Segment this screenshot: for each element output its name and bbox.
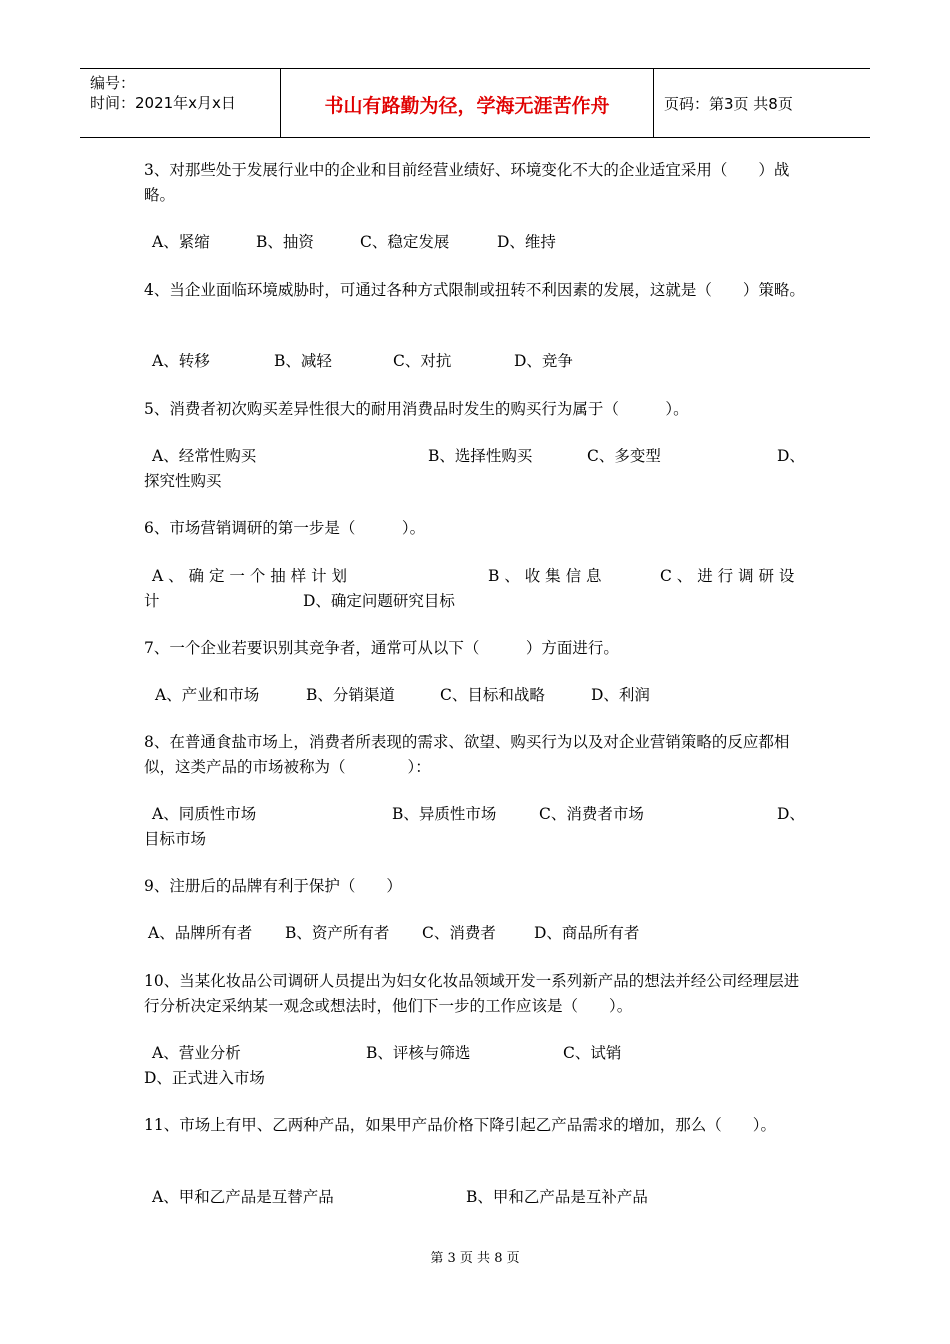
q6-option-c: C 、 进 行 调 研 设 [660, 567, 795, 585]
time-label: 时间：2021年x月x日 [90, 94, 236, 112]
q8-option-a: A、同质性市场 [152, 805, 257, 823]
q10-option-b: B、评核与筛选 [366, 1044, 471, 1062]
question-7: 7、一个企业若要识别其竞争者，通常可从以下（ ）方面进行。 [144, 639, 619, 657]
q11-option-b: B、甲和乙产品是互补产品 [466, 1188, 648, 1206]
question-5: 5、消费者初次购买差异性很大的耐用消费品时发生的购买行为属于（ ）。 [144, 400, 689, 418]
q5-option-d-text: 探究性购买 [144, 472, 222, 490]
q8-option-c: C、消费者市场 [539, 805, 644, 823]
q5-option-c: C、多变型 [587, 447, 661, 465]
question-11: 11、市场上有甲、乙两种产品，如果甲产品价格下降引起乙产品需求的增加，那么（ ）。 [144, 1116, 776, 1134]
page-footer: 第 3 页 共 8 页 [430, 1251, 520, 1266]
q4-option-d: D、竞争 [514, 352, 573, 370]
q3-option-b: B、抽资 [256, 233, 314, 251]
q3-option-c: C、稳定发展 [360, 233, 450, 251]
q6-option-d: D、确定问题研究目标 [303, 592, 455, 610]
q4-option-c: C、对抗 [393, 352, 452, 370]
question-3: 3、对那些处于发展行业中的企业和目前经营业绩好、环境变化不大的企业适宜采用（ ）战略。 [144, 161, 790, 204]
q4-option-a: A、转移 [152, 352, 210, 370]
q6-option-a: A 、 确 定 一 个 抽 样 计 划 [152, 567, 348, 585]
q9-option-b: B、资产所有者 [285, 924, 390, 942]
question-10: 10、当某化妆品公司调研人员提出为妇女化妆品领域开发一系列新产品的想法并经公司经理层进行分析决定采纳某一观念或想法时，他们下一步的工作应该是（ ）。 [144, 972, 800, 1015]
q9-option-c: C、消费者 [422, 924, 496, 942]
header-motto-cell [281, 69, 654, 137]
q10-option-c: C、试销 [563, 1044, 622, 1062]
page-header [80, 68, 870, 138]
page-code: 页码：第3页 共8页 [664, 95, 793, 113]
q8-option-d-label: D、 [777, 805, 805, 823]
q8-option-b: B、异质性市场 [392, 805, 497, 823]
header-info-cell [80, 69, 281, 137]
q9-option-a: A、品牌所有者 [148, 924, 253, 942]
q10-option-d: D、正式进入市场 [144, 1069, 265, 1087]
question-4: 4、当企业面临环境威胁时，可通过各种方式限制或扭转不利因素的发展，这就是（ ）策略。 [144, 281, 805, 299]
q5-option-b: B、选择性购买 [428, 447, 533, 465]
q6-option-b: B 、 收 集 信 息 [488, 567, 602, 585]
q3-option-a: A、紧缩 [152, 233, 210, 251]
question-9: 9、注册后的品牌有利于保护（ ） [144, 877, 402, 895]
q7-option-a: A、产业和市场 [155, 686, 260, 704]
q7-option-b: B、分销渠道 [306, 686, 395, 704]
q8-option-d-text: 目标市场 [144, 830, 207, 848]
q5-option-d-label: D、 [777, 447, 805, 465]
q11-option-a: A、甲和乙产品是互替产品 [152, 1188, 334, 1206]
q10-option-a: A、营业分析 [152, 1044, 241, 1062]
header-page-cell [654, 69, 870, 137]
q4-option-b: B、减轻 [274, 352, 332, 370]
q3-option-d: D、维持 [497, 233, 556, 251]
code-label: 编号： [90, 74, 136, 92]
motto: 书山有路勤为径，学海无涯苦作舟 [324, 95, 610, 117]
question-6: 6、市场营销调研的第一步是（ ）。 [144, 519, 426, 537]
q7-option-c: C、目标和战略 [440, 686, 545, 704]
q5-option-a: A、经常性购买 [152, 447, 257, 465]
q9-option-d: D、商品所有者 [534, 924, 640, 942]
q6-option-c-cont: 计 [144, 592, 160, 610]
q7-option-d: D、利润 [591, 686, 650, 704]
question-8: 8、在普通食盐市场上，消费者所表现的需求、欲望、购买行为以及对企业营销策略的反应都相似，这类产品的市场被称为（ ）： [144, 733, 790, 776]
